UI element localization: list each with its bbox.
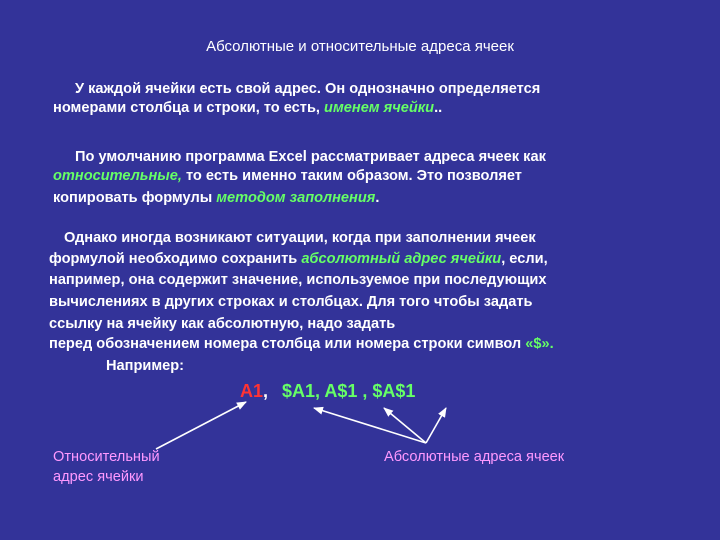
p3-line2	[49, 250, 548, 269]
fill-method-term: методом заполнения	[216, 190, 376, 206]
address-separator: ,	[263, 381, 269, 401]
p1-line1: У каждой ячейки есть свой адрес. Он однозначно определяется	[75, 81, 541, 97]
p2-line3-text: копировать формулы	[53, 190, 217, 206]
p2-line1: По умолчанию программа Excel рассматривает адреса ячеек как	[75, 149, 546, 165]
relative-label-line2: адрес ячейки	[53, 469, 144, 485]
p2-line2	[53, 167, 522, 186]
p3-line6-text: перед обозначением номера столбца или номера строки символ	[49, 336, 526, 352]
relative-label-line1: Относительный	[53, 449, 160, 465]
p3-line2-text: формулой необходимо сохранить	[49, 251, 302, 267]
p2-line3-end: .	[375, 190, 380, 206]
slide-title: Абсолютные и относительные адреса ячеек	[206, 38, 514, 55]
absolute-address-examples: $A1, A$1 , $A$1	[282, 381, 416, 401]
p1-line2-text: номерами столбца и строки, то есть,	[53, 100, 325, 116]
relative-address-example: A1	[240, 381, 264, 401]
p2-line3	[53, 189, 379, 208]
example-label: Например:	[106, 358, 185, 374]
relative-term: относительные,	[53, 168, 182, 184]
example-addresses	[240, 380, 415, 402]
absolute-label: Абсолютные адреса ячеек	[384, 449, 565, 465]
absolute-address-term: абсолютный адрес ячейки	[301, 251, 502, 267]
absolute-arrow-1	[314, 408, 426, 443]
p3-line3: например, она содержит значение, используемое при последующих	[49, 272, 547, 288]
p1-line2-end: ..	[434, 100, 443, 116]
cell-name-term: именем ячейки	[324, 100, 435, 116]
p3-line1: Однако иногда возникают ситуации, когда при заполнении ячеек	[64, 230, 536, 246]
absolute-arrow-2	[384, 408, 426, 443]
p3-line4: вычислениях в других строках и столбцах. Для того чтобы задать	[49, 294, 533, 310]
p3-line2-end: , если,	[501, 251, 548, 267]
p3-line5: ссылку на ячейку как абсолютную, надо задать	[49, 316, 396, 332]
absolute-arrow-3	[426, 408, 446, 443]
relative-arrow	[156, 402, 246, 449]
dollar-symbol-term: «$».	[525, 336, 554, 352]
p3-line6	[49, 335, 554, 354]
p1-line2	[53, 99, 442, 118]
p2-line2-text: то есть именно таким образом. Это позволяет	[181, 168, 522, 184]
